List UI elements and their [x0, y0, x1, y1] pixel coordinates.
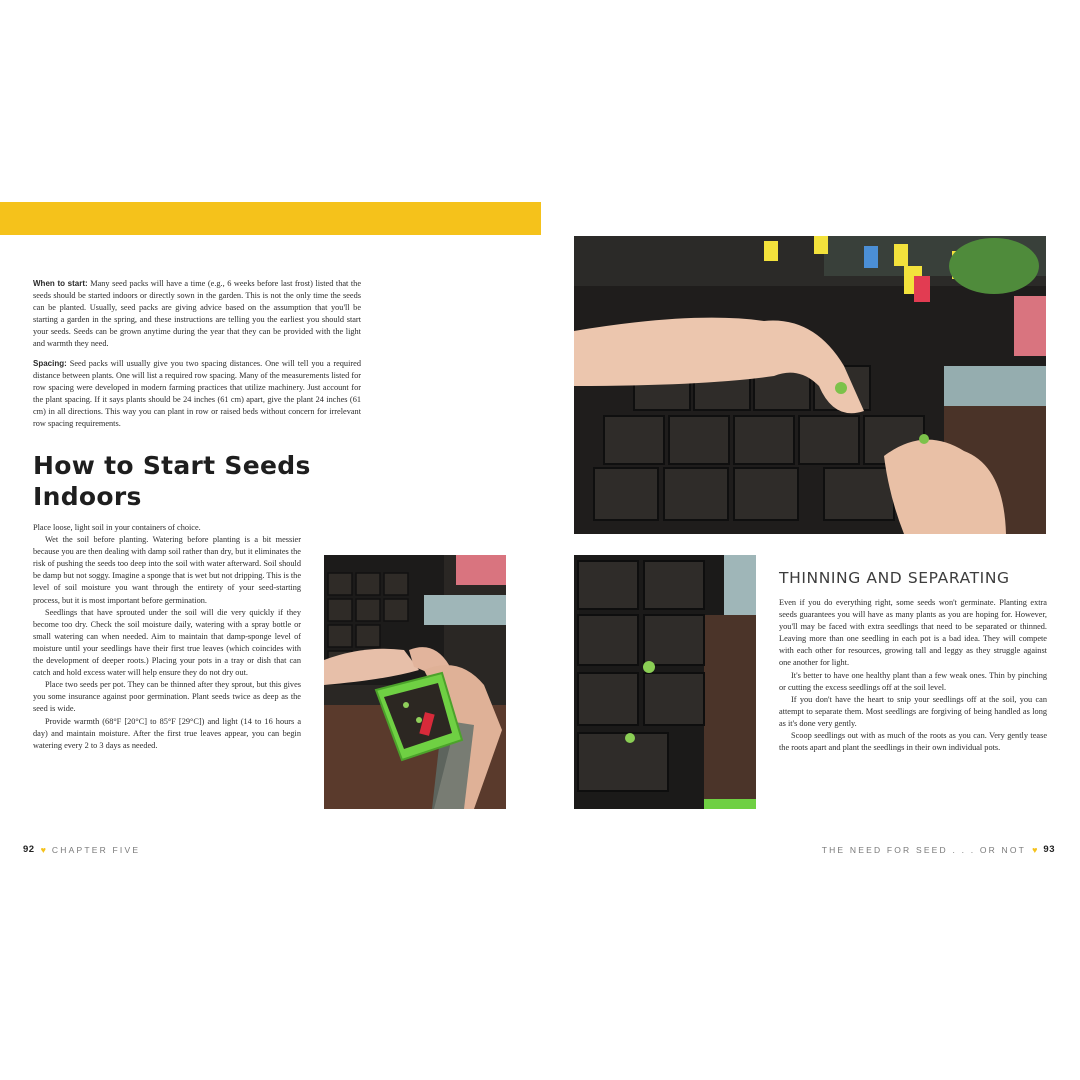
- body-paragraph: Scoop seedlings out with as much of the roots as you can. Very gently tease the roots apart and plant the seedlings in their own individual pots.: [779, 731, 1047, 753]
- body-paragraph: Wet the soil before planting. Watering before planting is a bit messier because you are then dealing with damp soil rather than dry, but it eliminates the risk of pushing the seeds too deep into the soil with water afterward. Soil should be damp but not soggy. Imagine a sponge that is wet but not dripping. This is the level of soil moisture you want through the entirety of your seed-starting process, but it is most important before germination.: [33, 535, 302, 605]
- page-number-right: 93: [1043, 844, 1055, 855]
- body-paragraph: If you don't have the heart to snip your seedlings off at the soil, you can attempt to separate them. Most seedlings are forgiving of being handled as long as it's done very gently.: [779, 694, 1047, 728]
- start-seeds-column: [33, 522, 301, 752]
- body-paragraph: Place two seeds per pot. They can be thinned after they sprout, but this gives you some insurance against poor germination. Plant seeds twice as deep as the seed is wide.: [33, 680, 301, 714]
- spacing-paragraph: Spacing: Seed packs will usually give you two spacing distances. One will tell you a required distance between plants. One will list a required row spacing. Many of the measurements listed for row spacing were developed in modern farming practices that utilize machinery. Just account for the plant spacing. If it says plants should be 24 inches (61 cm) apart, give the plant 24 inches (61 cm) in all directions. This way you can plant in row or raised beds without concern for irrelevant row spacing requirements.: [33, 358, 361, 429]
- when-to-start-label: When to start:: [33, 279, 88, 288]
- photo-hands-separating-seedlings: [574, 236, 1046, 534]
- running-head: THE NEED FOR SEED . . . OR NOT: [821, 844, 1027, 855]
- header-color-band: [0, 202, 541, 235]
- chapter-label: CHAPTER FIVE: [51, 844, 141, 855]
- heart-icon: ♥: [40, 844, 46, 855]
- left-page-footer: [23, 844, 140, 855]
- right-page-footer: [822, 844, 1055, 855]
- body-paragraph: Even if you do everything right, some seeds won't germinate. Planting extra seeds guarantees you will have as many plants as you are hoping for. However, you'll may be faced with extra seedlings that need to be separated or thinned. Leaving more than one seedling in each pot is a bad idea. They will compete with each other for resources, growing tall and leggy as they struggle against one another for light.: [779, 598, 1047, 668]
- body-paragraph: It's better to have one healthy plant than a few weak ones. Thin by pinching or cutting the excess seedlings off at the soil level.: [779, 670, 1047, 692]
- body-paragraph: Seedlings that have sprouted under the soil will die very quickly if they become too dry. Check the soil moisture daily, watering with a spray bottle or small watering can when needed. Aim to maintain that damp-sponge level of moisture until your seedlings have their first true leaves (which coincides with the development of deeper roots.) Placing your pots in a tray or dish that can catch and hold excess water will help ensure they do not dry out.: [33, 607, 301, 678]
- body-paragraph: Provide warmth (68°F [20°C] to 85°F [29°C]) and light (14 to 16 hours a day) and maintain moisture. After the first true leaves appear, you can begin watering every 2 to 3 days as needed.: [33, 716, 301, 750]
- when-to-start-paragraph: When to start: Many seed packs will have a time (e.g., 6 weeks before last frost) listed that the seeds should be started indoors or directly sown in the garden. This is not the only time the seeds can be planted. Usually, seed packs are giving advice based on the assumption that you'll be starting a garden in the spring, and these instructions are telling you the earliest you should start your seeds. Seeds can be grown anytime during the year that they can be provided with the light and warmth they need.: [33, 279, 362, 349]
- section-heading-thinning: THINNING AND SEPARATING: [779, 569, 1010, 587]
- page-number-left: 92: [23, 844, 35, 855]
- photo-hands-planting-green-tray: [324, 555, 506, 809]
- body-paragraph: Place loose, light soil in your containers of choice.: [33, 523, 201, 532]
- thinning-column: [779, 597, 1047, 754]
- heart-icon: ♥: [1032, 844, 1038, 855]
- section-heading-start-seeds: How to Start Seeds Indoors: [33, 451, 311, 511]
- intro-column: [33, 278, 361, 437]
- spacing-label: Spacing:: [33, 358, 67, 368]
- photo-seedling-tray-closeup: [574, 555, 756, 809]
